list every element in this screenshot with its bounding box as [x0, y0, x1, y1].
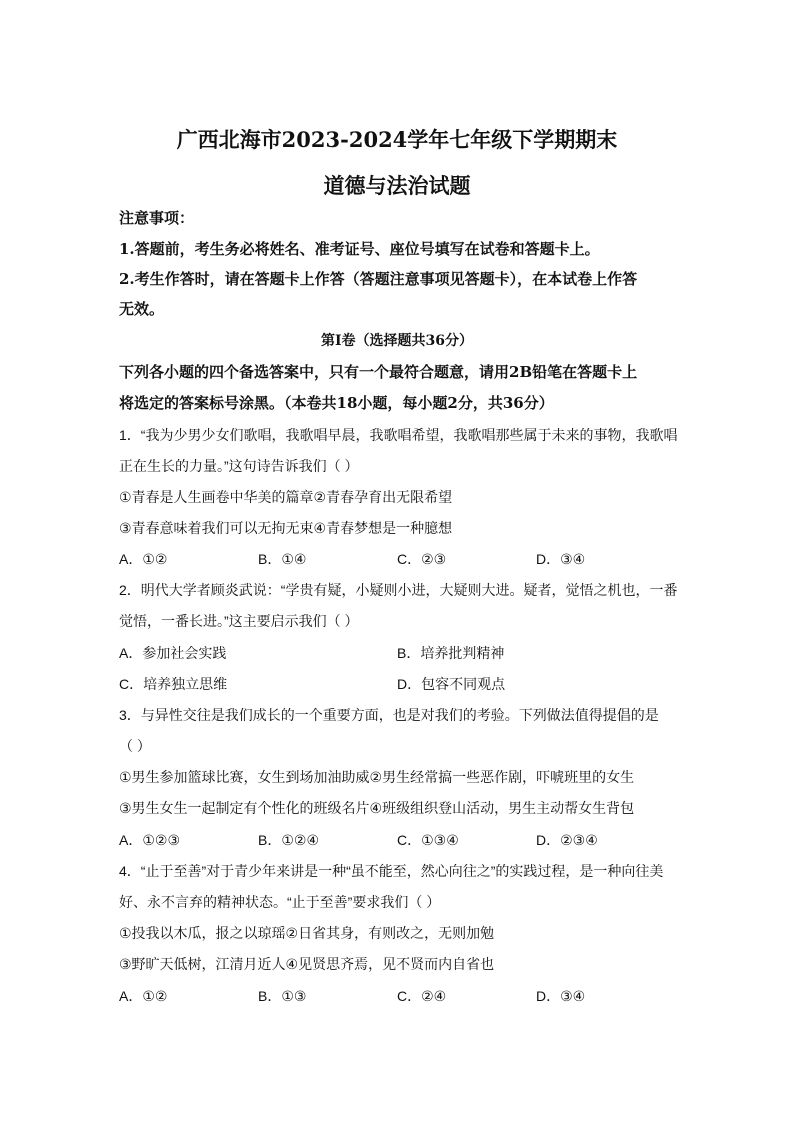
question-1-items-b: ③青春意味着我们可以无拘无束④青春梦想是一种臆想: [119, 520, 453, 536]
exam-title: 广西北海市2023-2024学年七年级下学期期末: [176, 127, 618, 152]
question-4-items-b: ③野旷天低树，江清月近人④见贤思齐焉，见不贤而内自省也: [119, 956, 495, 972]
question-3-stem: 3．与异性交往是我们成长的一个重要方面，也是对我们的考验。下列做法值得提倡的是: [119, 707, 659, 723]
option-b: B．培养批判精神: [397, 645, 505, 661]
question-3-stem-cont: （ ）: [119, 738, 151, 754]
option-a: A．①②: [119, 551, 168, 567]
option-d: D．③④: [536, 988, 586, 1004]
question-4-items-a: ①投我以木瓜，报之以琼瑶②日省其身，有则改之，无则加勉: [119, 925, 495, 941]
option-d: D．③④: [536, 551, 586, 567]
notice-item-1: 1.答题前，考生务必将姓名、准考证号、座位号填写在试卷和答题卡上。: [119, 240, 600, 258]
section-title: 第Ⅰ卷（选择题共36分）: [320, 333, 474, 349]
notice-heading: 注意事项：: [119, 209, 195, 227]
section-instruction: 下列各小题的四个备选答案中，只有一个最符合题意，请用2B铅笔在答题卡上: [119, 363, 638, 381]
option-b: B．①②④: [258, 832, 319, 848]
question-4-stem-cont: 好、永不言弃的精神状态。“止于至善”要求我们（ ）: [119, 894, 441, 910]
option-b: B．①③: [258, 988, 307, 1004]
question-3-items-b: ③男生女生一起制定有个性化的班级名片④班级组织登山活动，男生主动帮女生背包: [119, 800, 635, 816]
question-1-stem-cont: 正在生长的力量。”这句诗告诉我们（ ）: [119, 458, 359, 474]
question-2-stem-cont: 觉悟，一番长进。”这主要启示我们（ ）: [119, 613, 359, 629]
option-a: A．①②: [119, 988, 168, 1004]
option-a: A．参加社会实践: [119, 645, 227, 661]
option-c: C．②③: [397, 551, 447, 567]
option-c: C．②④: [397, 988, 447, 1004]
option-d: D．包容不同观点: [397, 676, 506, 692]
notice-item-2: 2.考生作答时，请在答题卡上作答（答题注意事项见答题卡），在本试卷上作答: [119, 270, 638, 288]
notice-item-2-cont: 无效。: [119, 300, 165, 318]
option-a: A．①②③: [119, 832, 180, 848]
question-4-stem: 4．“止于至善”对于青少年来讲是一种“虽不能至，然心向往之”的实践过程，是一种向往美: [119, 863, 664, 879]
question-1-items-a: ①青春是人生画卷中华美的篇章②青春孕育出无限希望: [119, 489, 453, 505]
question-2-stem: 2．明代大学者顾炎武说：“学贵有疑，小疑则小进，大疑则大进。疑者，觉悟之机也，一番: [119, 582, 678, 598]
option-c: C．①③④: [397, 832, 459, 848]
option-d: D．②③④: [536, 832, 598, 848]
question-1-stem: 1．“我为少男少女们歌唱，我歌唱早晨，我歌唱希望，我歌唱那些属于未来的事物，我歌唱: [119, 427, 678, 443]
section-instruction-cont: 将选定的答案标号涂黑。（本卷共18小题，每小题2分，共36分）: [119, 394, 554, 412]
option-b: B．①④: [258, 551, 307, 567]
exam-subtitle: 道德与法治试题: [323, 173, 471, 198]
option-c: C．培养独立思维: [119, 676, 228, 692]
question-3-items-a: ①男生参加篮球比赛，女生到场加油助威②男生经常搞一些恶作剧，吓唬班里的女生: [119, 769, 635, 785]
